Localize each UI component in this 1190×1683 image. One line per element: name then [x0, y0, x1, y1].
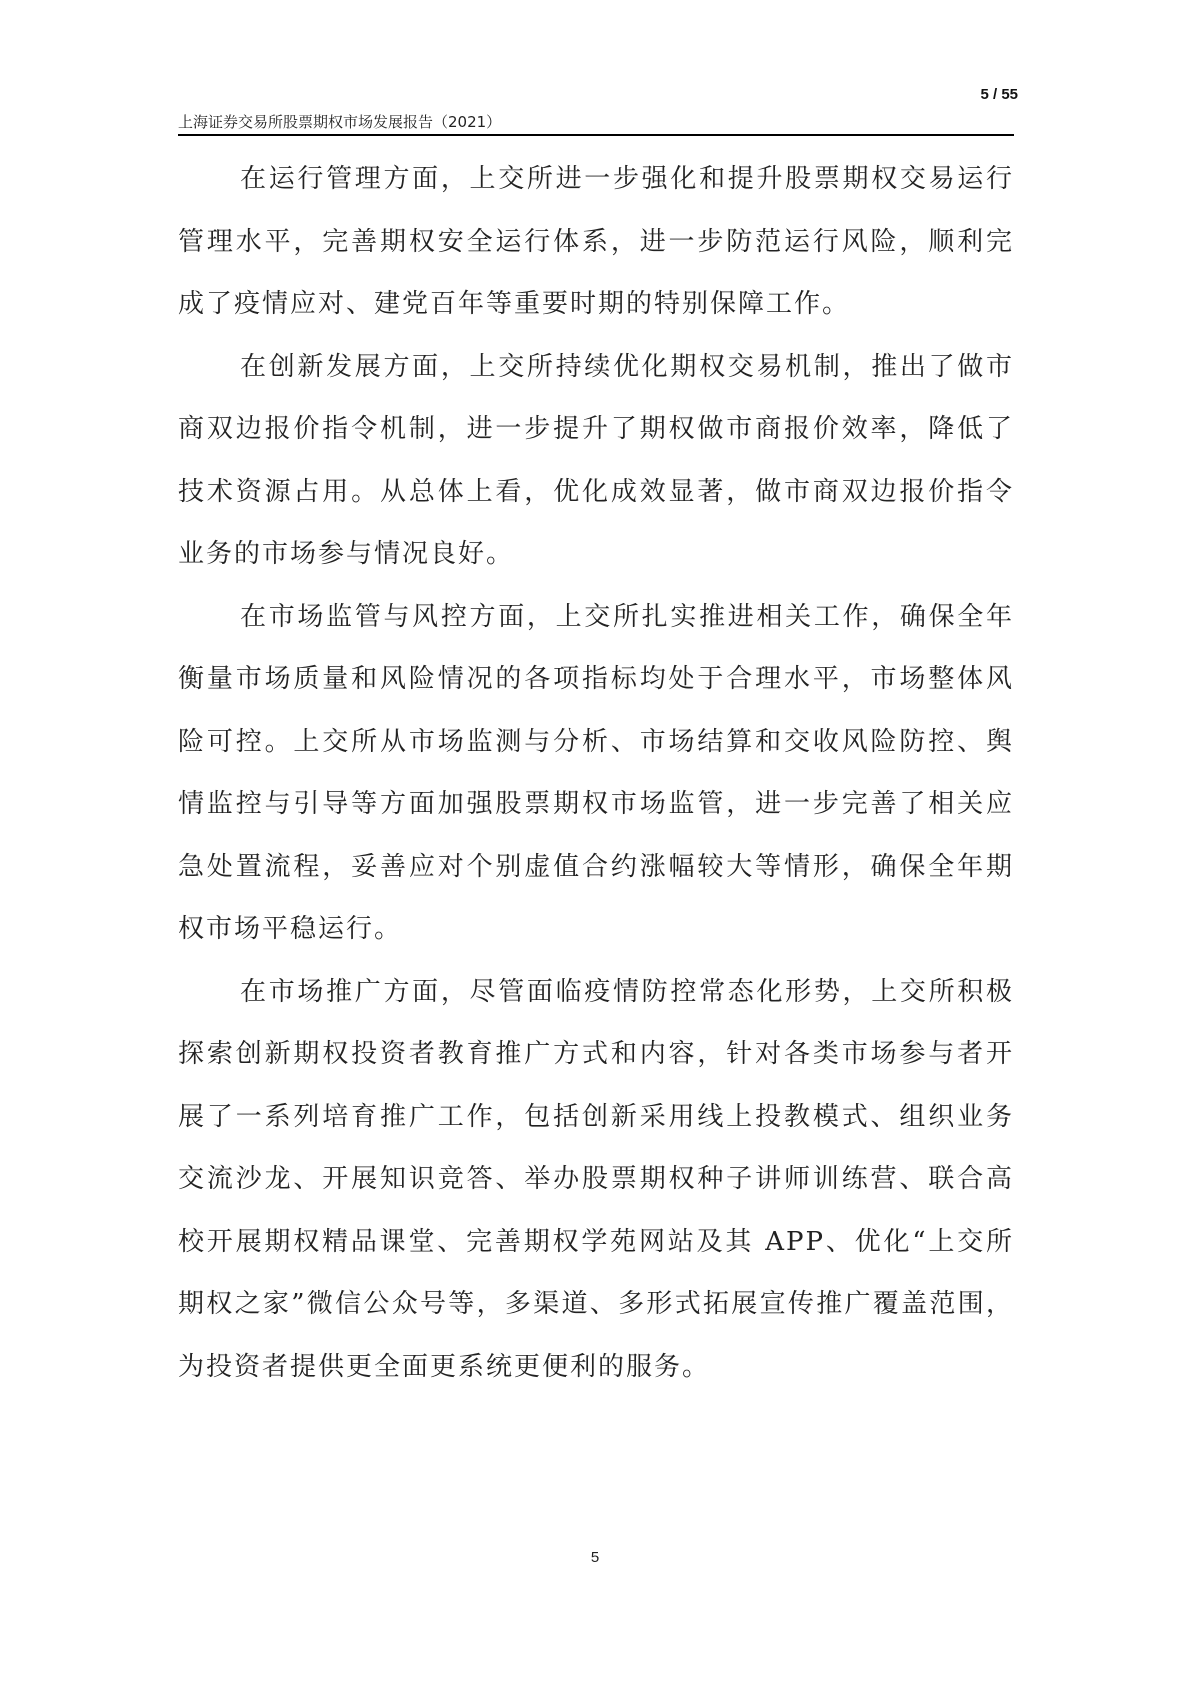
- page-number: 5: [590, 1549, 600, 1566]
- report-header-title: 上海证券交易所股票期权市场发展报告（2021）: [178, 113, 502, 131]
- body-text: [178, 148, 1014, 1398]
- paragraph-supervision: 在市场监管与风控方面，上交所扎实推进相关工作，确保全年衡量市场质量和风险情况的各项指标均处于合理水平，市场整体风险可控。上交所从市场监测与分析、市场结算和交收风险防控、舆情监控与引导等方面加强股票期权市场监管，进一步完善了相关应急处置流程，妥善应对个别虚值合约涨幅较大等情形，确保全年期权市场平稳运行。: [178, 601, 1014, 944]
- header-divider: [178, 134, 1014, 136]
- paragraph-promotion: 在市场推广方面，尽管面临疫情防控常态化形势，上交所积极探索创新期权投资者教育推广方式和内容，针对各类市场参与者开展了一系列培育推广工作，包括创新采用线上投教模式、组织业务交流沙龙、开展知识竞答、举办股票期权种子讲师训练营、联合高校开展期权精品课堂、完善期权学苑网站及其 APP、优化“上交所期权之家”微信公众号等，多渠道、多形式拓展宣传推广覆盖范围，为投资者提供更全面更系统更便利的服务。: [178, 976, 1014, 1382]
- page-counter: 5 / 55: [980, 86, 1018, 103]
- paragraph-innovation: 在创新发展方面，上交所持续优化期权交易机制，推出了做市商双边报价指令机制，进一步提升了期权做市商报价效率，降低了技术资源占用。从总体上看，优化成效显著，做市商双边报价指令业务的市场参与情况良好。: [178, 351, 1014, 569]
- paragraph-operations: 在运行管理方面，上交所进一步强化和提升股票期权交易运行管理水平，完善期权安全运行体系，进一步防范运行风险，顺利完成了疫情应对、建党百年等重要时期的特别保障工作。: [178, 164, 1014, 319]
